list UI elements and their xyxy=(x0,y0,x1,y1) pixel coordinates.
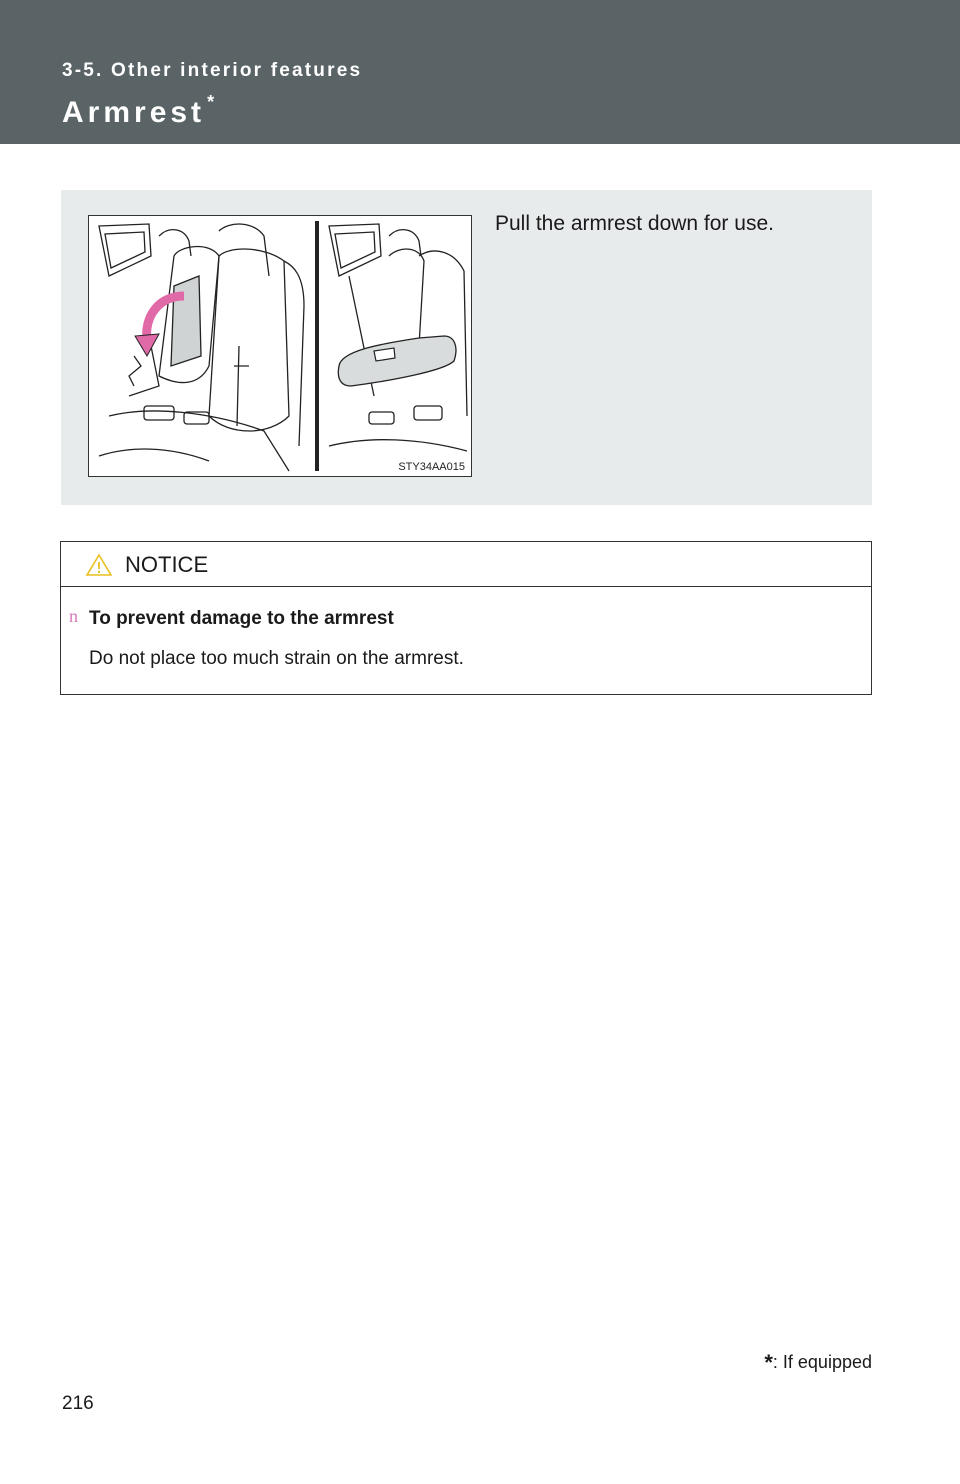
cup-holder xyxy=(374,348,395,361)
page-title xyxy=(62,92,215,130)
footnote xyxy=(764,1348,872,1374)
footnote-text: : If equipped xyxy=(772,1352,872,1372)
warning-triangle-icon xyxy=(85,553,113,577)
page-title-text: Armrest xyxy=(62,96,206,129)
notice-title: NOTICE xyxy=(125,552,209,577)
section-label: 3-5. Other interior features xyxy=(62,60,363,81)
armrest-stowed xyxy=(171,276,201,366)
page-number: 216 xyxy=(62,1393,94,1414)
armrest-illustration xyxy=(88,215,472,477)
armrest-down xyxy=(338,336,456,386)
title-footnote-mark: * xyxy=(207,92,215,112)
notice-header xyxy=(61,542,871,587)
footnote-mark: * xyxy=(764,1350,773,1375)
figure-code: STY34AA015 xyxy=(398,461,465,473)
notice-body: Do not place too much strain on the armrest. xyxy=(89,648,464,669)
rear-seat-illustration xyxy=(89,216,471,476)
figure-panel xyxy=(61,190,872,505)
notice-bullet: n xyxy=(69,606,78,626)
notice-heading: To prevent damage to the armrest xyxy=(89,608,394,629)
figure-caption: Pull the armrest down for use. xyxy=(495,212,774,235)
arrow-head xyxy=(135,334,159,356)
page-header xyxy=(0,0,960,144)
notice-box xyxy=(60,541,872,695)
